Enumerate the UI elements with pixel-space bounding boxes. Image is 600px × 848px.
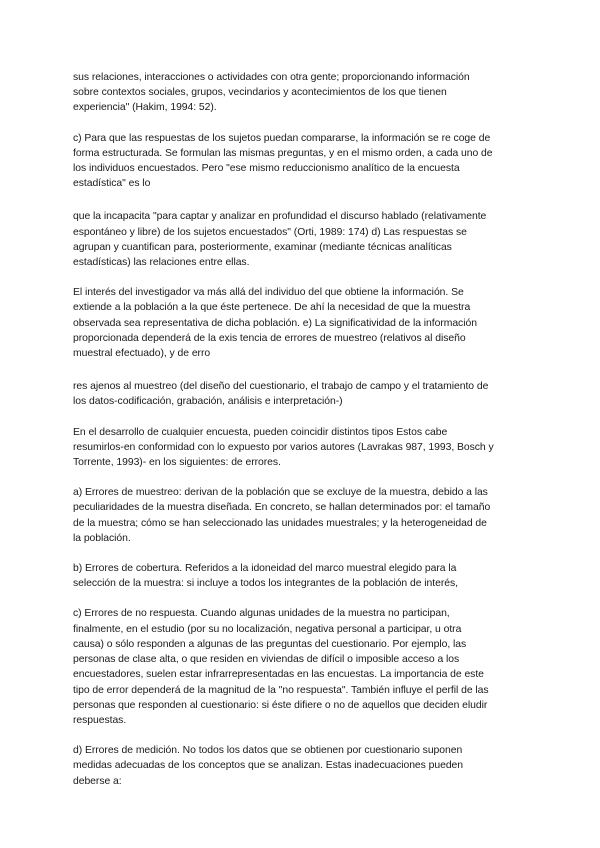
paragraph-error-types-intro: En el desarrollo de cualquier encuesta, pueden coincidir distintos tipos Estos cabe resumirlos-en conformidad con lo expuesto por varios autores (Lavrakas 987, 1993, Bosch y Torrente, 1993)- en los siguientes: de errores. [73, 426, 494, 469]
paragraph-c-nonresponse-errors: c) Errores de no respuesta. Cuando algunas unidades de la muestra no participan, finalmente, en el estudio (por su no localización, negativa personal a participar, u otra causa) o sólo responden a algunas de las preguntas del cuestionario. Por ejemplo, las personas de clase alta, o que residen en viviendas de difícil o imposible acceso a los encuestadores, suelen estar infrarrepresentadas en las encuestas. La importancia de este tipo de error dependerá de la magnitud de la "no respuesta". También influye el perfil de las personas que responden al cuestionario: si éste difiere o no de aquellos que deciden eludir respuestas. [73, 608, 489, 726]
paragraph-d-grouping: que la incapacita "para captar y analizar en profundidad el discurso hablado (relativamente espontáneo y libre) de los sujetos encuestados" (Orti, 1989: 174) d) Las respuestas se agrupan y cuantifican para, posteriormente, examinar (mediante técnicas analíticas estadísticas) las relaciones entre ellas. [73, 211, 487, 269]
paragraph-intro-continuation: sus relaciones, interacciones o actividades con otra gente; proporcionando información sobre contextos sociales, grupos, vecindarios y acontecimientos de los que tienen experiencia" (Hakim, 1994: 52). [73, 72, 470, 114]
paragraph-b-coverage-errors: b) Errores de cobertura. Referidos a la idoneidad del marco muestral elegido para la selección de la muestra: si incluye a todos los integrantes de la población de interés, [73, 563, 458, 590]
paragraph-a-sampling-errors: a) Errores de muestreo: derivan de la población que se excluye de la muestra, debido a las peculiaridades de la muestra diseñada. En concreto, se hallan determinados por: el tamaño de la muestra; cómo se han seleccionado las unidades muestrales; y la heterogeneidad de la población. [73, 487, 491, 544]
document-page [73, 70, 533, 789]
paragraph-d-measurement-errors: d) Errores de medición. No todos los datos que se obtienen por cuestionario suponen medidas adecuadas de los conceptos que se analizan. Estas inadecuaciones pueden deberse a: [73, 745, 464, 787]
paragraph-e-significance: El interés del investigador va más allá del individuo del que obtiene la información. Se extiende a la población a la que éste pertenece. De ahí la necesidad de que la muestra observada sea representativa de dicha población. e) La significatividad de la información proporcionada dependerá de la exis tencia de errores de muestreo (relativos al diseño muestral efectuado), y de erro [73, 287, 477, 360]
paragraph-c-structured: c) Para que las respuestas de los sujetos puedan compararse, la información se re coge de forma estructurada. Se formulan las mismas preguntas, y en el mismo orden, a cada uno de los individuos encuestados. Pero "ese mismo reduccionismo analítico de la encuesta estadística" es lo [73, 132, 493, 190]
paragraph-non-sampling-errors: res ajenos al muestreo (del diseño del cuestionario, el trabajo de campo y el tratamiento de los datos-codificación, grabación, análisis e interpretación-) [73, 381, 489, 408]
